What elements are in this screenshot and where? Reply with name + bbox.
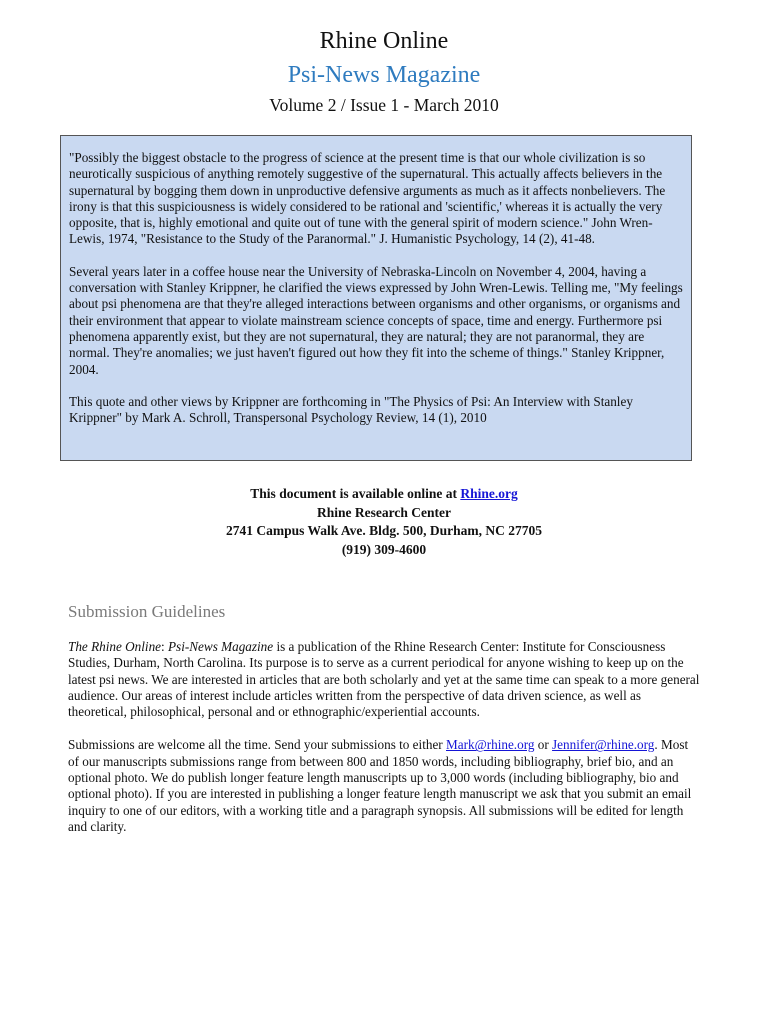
section-heading: Submission Guidelines xyxy=(68,602,226,621)
email-link-jennifer[interactable]: Jennifer@rhine.org xyxy=(552,737,655,753)
rhine-org-link[interactable]: Rhine.org xyxy=(460,486,518,501)
email-link-mark[interactable]: Mark@rhine.org xyxy=(446,737,535,753)
quote-paragraph-2: Several years later in a coffee house near the University of Nebraska-Lincoln on November 4, 2004, having a conversation with Stanley Krippner, he clarified the views expressed by John Wren-Lewis. Telling me, "My feelings about psi phenomena are that they're alleged interactions between organisms and other organisms, or organisms and their environment that appear to violate mainstream science concepts of space, time and energy. Furthermore psi phenomena apparently exist, but they are not supernatural, they are natural; they are not paranormal, they are normal. They're anomalies; we just haven't figured out how they fit into the scheme of things." Stanley Krippner, 2004. xyxy=(69,263,683,377)
quote-paragraph-3: This quote and other views by Krippner are forthcoming in "The Physics of Psi: An Interview with Stanley Krippner" by Mark A. Schroll, Transpersonal Psychology Review, 14 (1), 2010 xyxy=(69,393,633,426)
address: 2741 Campus Walk Ave. Bldg. 500, Durham, NC 27705 xyxy=(225,523,543,538)
quote-paragraph-1: "Possibly the biggest obstacle to the progress of science at the present time is that our whole civilization is so neurotically suspicious of anything remotely suggestive of the supernatural. This actually affects believers in the supernatural by bogging them down in unproductive defensive arguments as much as it affects nonbelievers. The irony is that this suspiciousness is widely considered to be rational and 'scientific,' whereas it is actually the very opposite, that is, highly emotional and quite out of tune with the general spirit of modern science." John Wren-Lewis, 1974, "Resistance to the Study of the Paranormal." J. Humanistic Psychology, 14 (2), 41-48. xyxy=(69,150,666,247)
quote-box xyxy=(60,135,692,461)
guidelines-paragraph-1 xyxy=(68,639,700,720)
magazine-name-italic: Psi-News Magazine xyxy=(168,639,274,654)
org-name: Rhine Research Center xyxy=(317,504,451,520)
issue-line: Volume 2 / Issue 1 - March 2010 xyxy=(269,95,499,115)
publication-name-italic: The Rhine Online xyxy=(68,639,162,654)
availability-line xyxy=(0,485,768,504)
phone: (919) 309-4600 xyxy=(341,541,427,557)
guidelines-paragraph-1-text: is a publication of the Rhine Research Center: Institute for Consciousness Studies, Durham, North Carolina. Its purpose is to serve as a current periodical for anyone wishing to keep up on the latest psi news. We are interested in articles that are both scholarly and yet at the same time can speak to a more general audience. Our areas of interest include articles written from the perspective of data driven science, as well as theoretical, philosophical, personal and or ethnographic/experiential accounts. xyxy=(68,639,700,720)
contact-block xyxy=(0,485,768,559)
publication-title: Rhine Online xyxy=(319,28,449,54)
guidelines-paragraph-2 xyxy=(68,737,700,835)
magazine-title: Psi-News Magazine xyxy=(287,62,481,88)
colon-separator: : xyxy=(161,639,168,654)
guidelines-paragraph-2-text: . Most of our manuscripts submissions range from between 800 and 1850 words, including bibliography, brief bio, and an optional photo. We do publish longer feature length manuscripts up to 3,000 words (including bibliography, bio and optional photo). If you are interested in publishing a longer feature length manuscript we ask that you submit an email inquiry to one of our editors, with a working title and a paragraph synopsis. All submissions will be edited for length and clarity. xyxy=(68,737,692,834)
guidelines-paragraph-2-lead: Submissions are welcome all the time. Send your submissions to either xyxy=(68,737,446,753)
guidelines-body xyxy=(68,639,700,852)
availability-text: This document is available online at xyxy=(250,486,461,501)
or-text: or xyxy=(534,737,553,753)
